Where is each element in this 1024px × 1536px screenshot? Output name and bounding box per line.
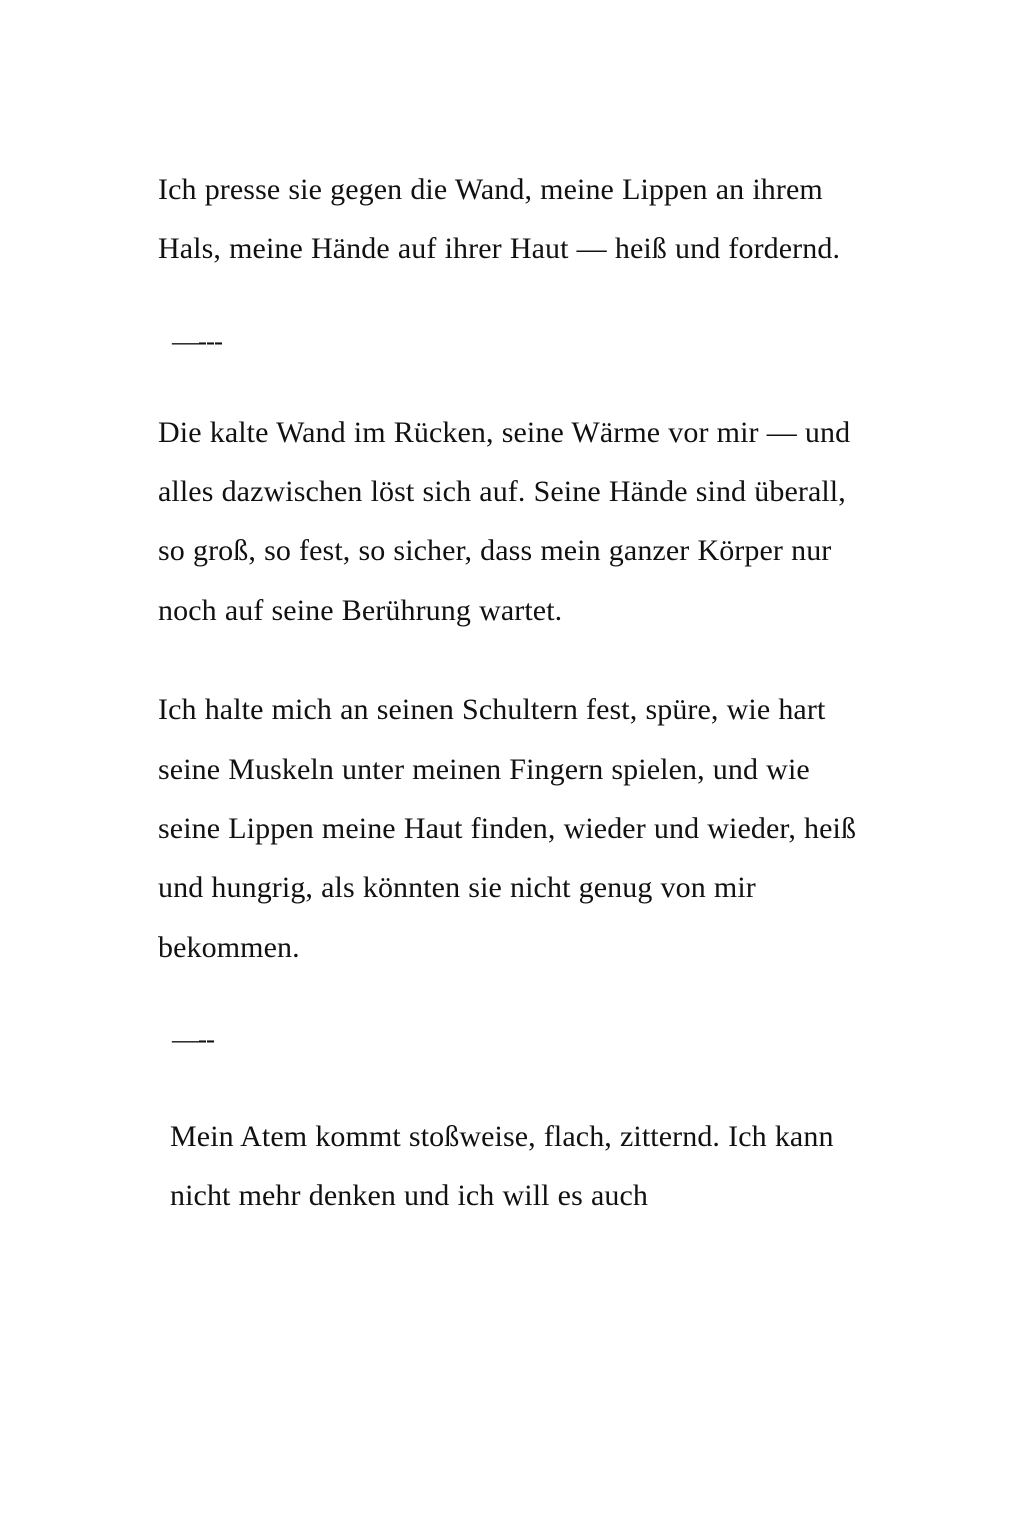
paragraph-4: Mein Atem kommt stoßweise, flach, zitternd. Ich kann nicht mehr denken und ich will es auch [170, 1119, 834, 1213]
paragraph-2: Die kalte Wand im Rücken, seine Wärme vor mir — und alles dazwischen löst sich auf. Seine Hände sind überall, so groß, so fest, so sicher, dass mein ganzer Körper nur noch auf seine Berührung wartet. [158, 415, 851, 627]
paragraph-1: Ich presse sie gegen die Wand, meine Lippen an ihrem Hals, meine Hände auf ihrer Haut — heiß und fordernd. [158, 173, 841, 266]
section-divider-2: —-- [172, 1024, 214, 1055]
section-divider-1: —--- [172, 325, 222, 356]
paragraph-3: Ich halte mich an seinen Schultern fest, spüre, wie hart seine Muskeln unter meinen Fingern spielen, und wie seine Lippen meine Haut finden, wieder und wieder, heiß und hungrig, als könnten sie nicht genug von mir bekommen. [158, 693, 857, 964]
